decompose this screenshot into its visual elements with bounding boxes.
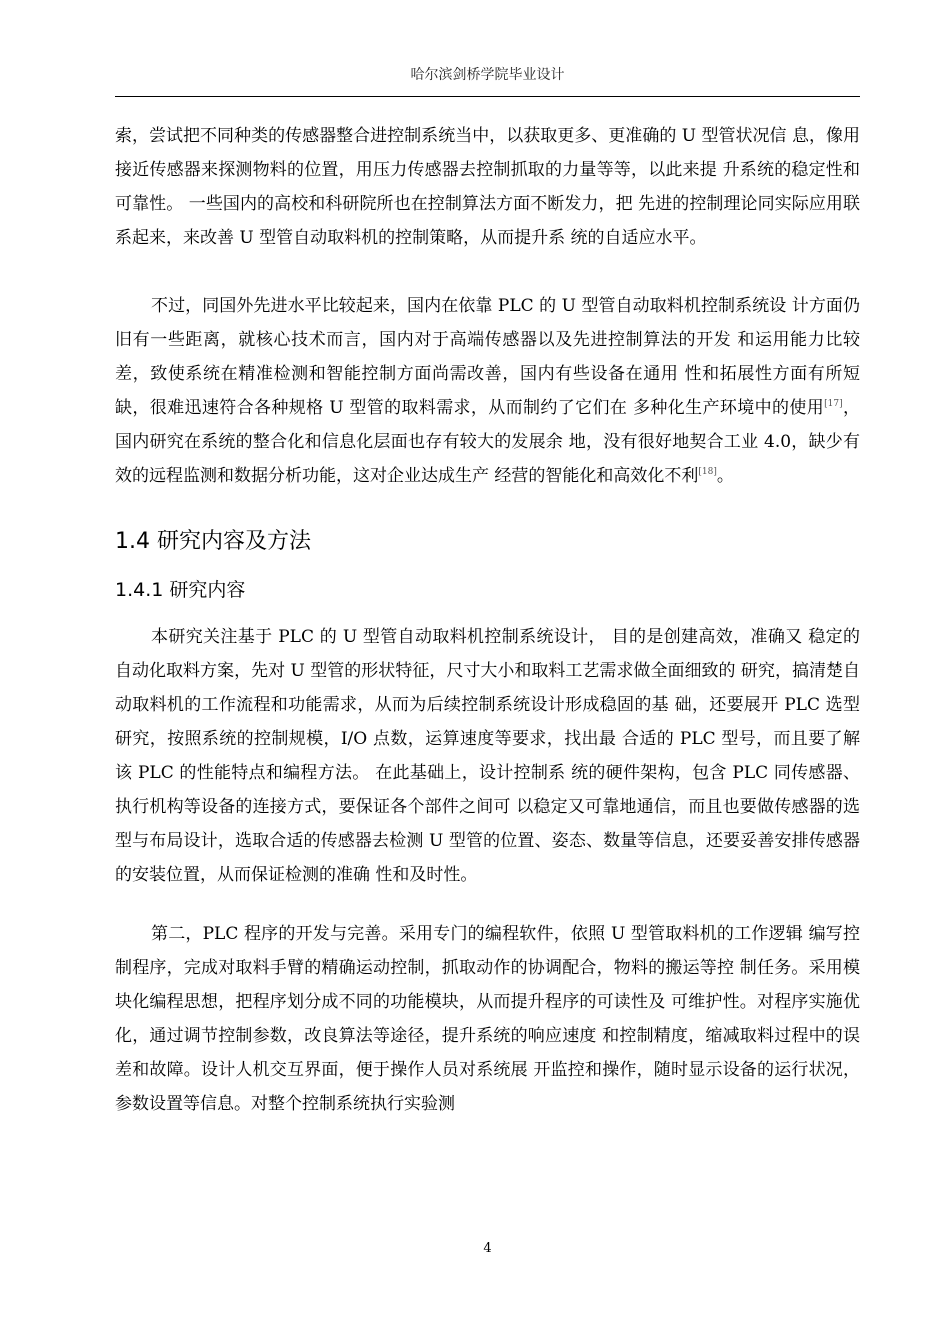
page-header: 哈尔滨剑桥学院毕业设计: [410, 67, 565, 83]
citation-17: [17]: [824, 399, 843, 409]
header-divider: [115, 96, 860, 97]
subsection-heading: 1.4.1 研究内容: [115, 579, 246, 601]
section-heading: 1.4 研究内容及方法: [115, 529, 311, 554]
paragraph-4: 第二，PLC 程序的开发与完善。采用专门的编程软件，依照 U 型管取料机的工作逻辑 编写控制程序，完成对取料手臂的精确运动控制，抓取动作的协调配合，物料的搬运等控 制任务。采用模块化编程思想，把程序划分成不同的功能模块，从而提升程序的可读性及 可维护性。对程序实施优化，通过调节控制参数，改良算法等途径，提升系统的响应速度 和控制精度，缩减取料过程中的误差和故障。设计人机交互界面，便于操作人员对系统展 开监控和操作，随时显示设备的运行状况，参数设置等信息。对整个控制系统执行实验测: [115, 924, 860, 1114]
paragraph-2-part-b: ，国内研究在系统的整合化和信息化层面也存有较大的发展余 地，没有很好地契合工业 4.0，缺少有效的远程监测和数据分析功能，这对企业达成生产 经营的智能化和高效化不利: [115, 398, 860, 486]
paragraph-2: [115, 289, 860, 493]
paragraph-1: 索，尝试把不同种类的传感器整合进控制系统当中，以获取更多、更准确的 U 型管状况信 息，像用接近传感器来探测物料的位置，用压力传感器去控制抓取的力量等等，以此来提 升系统的稳定性和可靠性。 一些国内的高校和科研院所也在控制算法方面不断发力，把 先进的控制理论同实际应用联系起来，来改善 U 型管自动取料机的控制策略，从而提升系 统的自适应水平。: [115, 126, 860, 248]
paragraph-3: 本研究关注基于 PLC 的 U 型管自动取料机控制系统设计， 目的是创建高效，准确又 稳定的自动化取料方案，先对 U 型管的形状特征，尺寸大小和取料工艺需求做全面细致的 研究，搞清楚自动取料机的工作流程和功能需求，从而为后续控制系统设计形成稳固的基 础，还要展开 PLC 选型研究，按照系统的控制规模，I/O 点数，运算速度等要求，找出最 合适的 PLC 型号，而且要了解该 PLC 的性能特点和编程方法。 在此基础上，设计控制系 统的硬件架构，包含 PLC 同传感器、执行机构等设备的连接方式，要保证各个部件之间可 以稳定又可靠地通信，而且也要做传感器的选型与布局设计，选取合适的传感器去检测 U 型管的位置、姿态、数量等信息，还要妥善安排传感器的安装位置，从而保证检测的准确 性和及时性。: [115, 627, 860, 885]
citation-18: [18]: [698, 467, 717, 477]
paragraph-2-part-c: 。: [716, 466, 734, 486]
page-number: 4: [483, 1241, 492, 1256]
paragraph-2-part-a: 不过，同国外先进水平比较起来，国内在依靠 PLC 的 U 型管自动取料机控制系统设 计方面仍旧有一些距离，就核心技术而言，国内对于高端传感器以及先进控制算法的开发 和运用能力比较差，致使系统在精准检测和智能控制方面尚需改善，国内有些设备在通用 性和拓展性方面有所短缺，很难迅速符合各种规格 U 型管的取料需求，从而制约了它们在 多种化生产环境中的使用: [115, 296, 860, 418]
